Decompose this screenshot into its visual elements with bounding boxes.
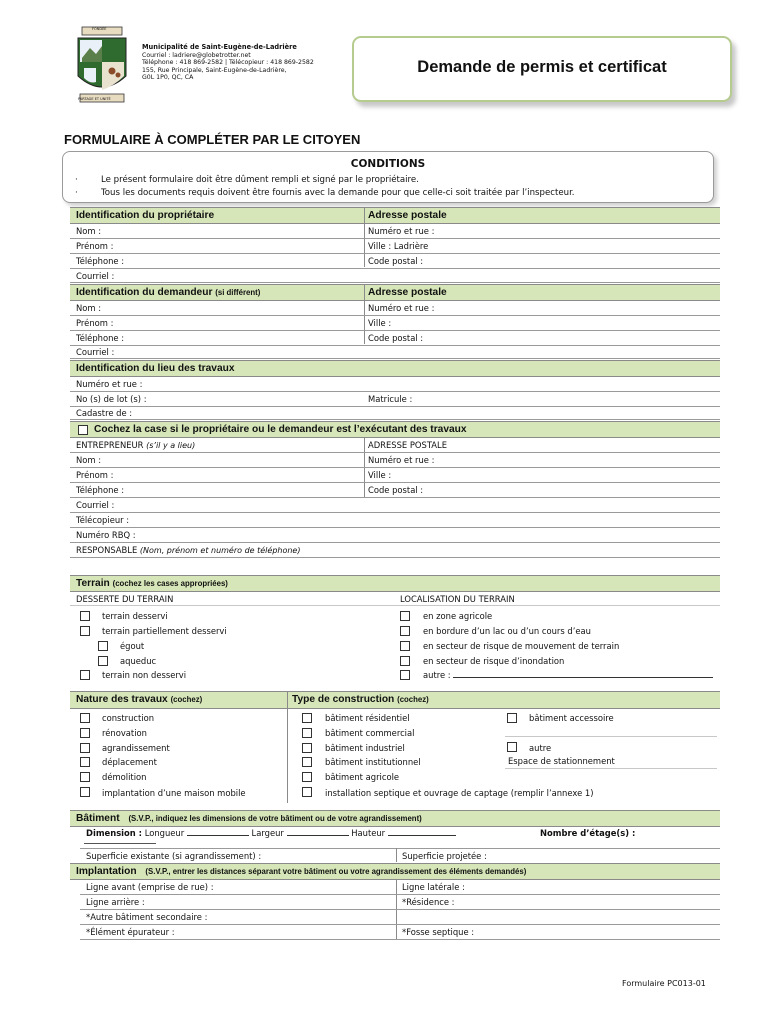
contractor-email-field[interactable]: Courriel : <box>76 500 115 510</box>
contractor-fax-field[interactable]: Télécopieur : <box>76 515 130 525</box>
owner-city-field[interactable]: Ville : Ladrière <box>368 241 429 251</box>
site-lot-field[interactable]: No (s) de lot (s) : <box>76 394 147 404</box>
nature-type-section-header <box>70 691 720 709</box>
applicant-header: Identification du demandeur <box>76 287 213 298</box>
contractor-resp-label: RESPONSABLE <box>76 545 138 555</box>
type-septic-checkbox[interactable] <box>302 787 312 797</box>
service-partial-label: terrain partiellement desservi <box>102 626 227 636</box>
applicant-street-field[interactable]: Numéro et rue : <box>368 303 435 313</box>
form-number: Formulaire PC013-01 <box>622 979 706 988</box>
owner-name-field[interactable]: Nom : <box>76 226 102 236</box>
applicant-section-header <box>70 284 720 301</box>
contractor-title <box>76 440 195 450</box>
septic-tank-field[interactable]: *Fosse septique : <box>402 927 475 937</box>
other-input-line[interactable] <box>505 768 717 769</box>
type-agricultural-checkbox[interactable] <box>302 772 312 782</box>
nature-header: Nature des travaux <box>76 694 168 705</box>
location-agricultural-checkbox[interactable] <box>400 611 410 621</box>
nature-renovation-checkbox[interactable] <box>80 728 90 738</box>
owner-divider <box>364 207 365 267</box>
form-heading: FORMULAIRE À COMPLÉTER PAR LE CITOYEN <box>64 132 361 147</box>
type-institutional-checkbox[interactable] <box>302 757 312 767</box>
placement-header-note: (S.V.P., entrer les distances séparant votre bâtiment ou votre agrandissement des éléments demandés) <box>145 867 527 876</box>
applicant-phone-field[interactable]: Téléphone : <box>76 333 125 343</box>
owner-address-header: Adresse postale <box>368 210 447 221</box>
nature-header-note: (cochez) <box>170 695 203 704</box>
type-agricultural-label: bâtiment agricole <box>325 772 400 782</box>
location-other-input[interactable] <box>453 677 713 678</box>
contractor-postal-field[interactable]: Code postal : <box>368 485 424 495</box>
length-input[interactable] <box>187 835 249 836</box>
service-none-checkbox[interactable] <box>80 670 90 680</box>
location-agricultural-label: en zone agricole <box>423 611 493 621</box>
contractor-address-header: ADRESSE POSTALE <box>368 440 447 450</box>
type-header: Type de construction <box>292 694 395 705</box>
type-residential-checkbox[interactable] <box>302 713 312 723</box>
applicant-firstname-field[interactable]: Prénom : <box>76 318 114 328</box>
side-line-field[interactable]: Ligne latérale : <box>402 882 465 892</box>
floors-field[interactable]: Nombre d’étage(s) : <box>540 828 636 838</box>
width-input[interactable] <box>287 835 349 836</box>
applicant-city-field[interactable]: Ville : <box>368 318 392 328</box>
service-sewer-label: égout <box>120 641 145 651</box>
contractor-responsible-field[interactable] <box>76 545 300 555</box>
accessory-input-line[interactable] <box>505 736 717 737</box>
location-other-checkbox[interactable] <box>400 670 410 680</box>
service-sewer-checkbox[interactable] <box>98 641 108 651</box>
bullet-1: · <box>75 175 78 185</box>
dimension-label: Dimension : <box>86 828 143 838</box>
service-desservi-checkbox[interactable] <box>80 611 90 621</box>
title-box <box>352 36 732 102</box>
applicant-address-header: Adresse postale <box>368 287 447 298</box>
type-commercial-checkbox[interactable] <box>302 728 312 738</box>
building-section-header <box>70 810 720 827</box>
municipality-info <box>142 44 314 82</box>
owner-header: Identification du propriétaire <box>76 210 215 221</box>
building-header: Bâtiment <box>76 813 120 824</box>
executant-checkbox[interactable] <box>78 425 88 435</box>
location-other-text: autre : <box>423 670 454 680</box>
placement-header: Implantation <box>76 866 137 877</box>
nature-construction-label: construction <box>102 713 155 723</box>
contractor-phone-field[interactable]: Téléphone : <box>76 485 125 495</box>
contractor-city-field[interactable]: Ville : <box>368 470 392 480</box>
service-desservi-label: terrain desservi <box>102 611 168 621</box>
building-divider <box>396 848 397 862</box>
contractor-header: Cochez la case si le propriétaire ou le demandeur est l’exécutant des travaux <box>94 424 467 435</box>
type-septic-label: installation septique et ouvrage de captage (remplir l’annexe 1) <box>325 788 594 798</box>
nature-extension-checkbox[interactable] <box>80 743 90 753</box>
type-institutional-label: bâtiment institutionnel <box>325 757 421 767</box>
front-line-field[interactable]: Ligne avant (emprise de rue) : <box>86 882 214 892</box>
building-header-note: (S.V.P., indiquez les dimensions de votre bâtiment ou de votre agrandissement) <box>128 814 422 823</box>
owner-postal-field[interactable]: Code postal : <box>368 256 424 266</box>
location-title: LOCALISATION DU TERRAIN <box>400 594 515 604</box>
type-industrial-checkbox[interactable] <box>302 743 312 753</box>
contractor-rbq-field[interactable]: Numéro RBQ : <box>76 530 136 540</box>
nature-construction-checkbox[interactable] <box>80 713 90 723</box>
site-section-header <box>70 360 720 377</box>
nature-type-divider <box>287 691 288 803</box>
site-street-field[interactable]: Numéro et rue : <box>76 379 143 389</box>
applicant-name-field[interactable]: Nom : <box>76 303 102 313</box>
condition-1: Le présent formulaire doit être dûment rempli et signé par le propriétaire. <box>101 175 419 185</box>
municipality-postal: G0L 1P0, QC, CA <box>142 74 194 82</box>
owner-firstname-field[interactable]: Prénom : <box>76 241 114 251</box>
owner-section-header <box>70 207 720 224</box>
terrain-section-header <box>70 575 720 592</box>
service-aqueduct-label: aqueduc <box>120 656 157 666</box>
location-lake-label: en bordure d’un lac ou d’un cours d’eau <box>423 626 591 636</box>
type-industrial-label: bâtiment industriel <box>325 743 405 753</box>
nature-relocation-label: déplacement <box>102 757 157 767</box>
nature-demolition-checkbox[interactable] <box>80 772 90 782</box>
nature-extension-label: agrandissement <box>102 743 170 753</box>
site-header: Identification du lieu des travaux <box>76 363 235 374</box>
contractor-name-field[interactable]: Nom : <box>76 455 102 465</box>
location-landslide-label: en secteur de risque de mouvement de terrain <box>423 641 620 651</box>
secondary-building-field[interactable]: *Autre bâtiment secondaire : <box>86 912 208 922</box>
type-accessory-label: bâtiment accessoire <box>529 713 614 723</box>
existing-area-field[interactable]: Superficie existante (si agrandissement) : <box>86 851 262 861</box>
bullet-2: · <box>75 188 78 198</box>
crest-top-banner: FONDÉE <box>92 27 107 31</box>
service-aqueduct-checkbox[interactable] <box>98 656 108 666</box>
crest-motto: PARTAGE ET UNITÉ <box>78 97 111 101</box>
type-other-checkbox[interactable] <box>507 742 517 752</box>
applicant-header-note: (si différent) <box>215 288 261 297</box>
owner-phone-field[interactable]: Téléphone : <box>76 256 125 266</box>
nature-mobile-home-label: implantation d’une maison mobile <box>102 788 246 798</box>
municipality-name: Municipalité de Saint-Eugène-de-Ladrière <box>142 43 297 51</box>
type-header-note: (cochez) <box>397 695 429 704</box>
location-flood-label: en secteur de risque d’inondation <box>423 656 565 666</box>
placement-section-header <box>70 863 720 880</box>
contractor-title-text: ENTREPRENEUR <box>76 440 144 450</box>
residence-field[interactable]: *Résidence : <box>402 897 455 907</box>
floors-extra-line[interactable] <box>84 843 156 844</box>
contractor-resp-note: (Nom, prénom et numéro de téléphone) <box>139 546 301 555</box>
contractor-street-field[interactable]: Numéro et rue : <box>368 455 435 465</box>
service-none-label: terrain non desservi <box>102 670 187 680</box>
projected-area-field[interactable]: Superficie projetée : <box>402 851 487 861</box>
condition-2: Tous les documents requis doivent être fournis avec la demande pour que celle-ci soit traitée par l’inspecteur. <box>101 188 575 198</box>
nature-relocation-checkbox[interactable] <box>80 757 90 767</box>
terrain-header: Terrain <box>76 578 110 589</box>
municipal-crest-logo <box>72 26 132 106</box>
height-input[interactable] <box>388 835 456 836</box>
contractor-section-header <box>70 421 720 438</box>
type-accessory-checkbox[interactable] <box>507 713 517 723</box>
length-label: Longueur <box>144 828 185 838</box>
municipality-phone: Téléphone : 418 869-2582 | Télécopieur : 418 869-2582 <box>142 59 314 67</box>
type-parking-label: Espace de stationnement <box>508 756 615 766</box>
conditions-title: CONDITIONS <box>350 158 426 170</box>
service-partial-checkbox[interactable] <box>80 626 90 636</box>
municipality-email: Courriel : ladriere@globetrotter.net <box>142 51 251 59</box>
type-commercial-label: bâtiment commercial <box>325 728 415 738</box>
height-label: Hauteur <box>351 828 386 838</box>
owner-email-field[interactable]: Courriel : <box>76 271 115 281</box>
document-title: Demande de permis et certificat <box>417 58 667 76</box>
nature-mobile-home-checkbox[interactable] <box>80 787 90 797</box>
location-landslide-checkbox[interactable] <box>400 641 410 651</box>
terrain-header-note: (cochez les cases appropriées) <box>112 579 228 588</box>
service-title: DESSERTE DU TERRAIN <box>76 594 174 604</box>
applicant-postal-field[interactable]: Code postal : <box>368 333 424 343</box>
owner-street-field[interactable]: Numéro et rue : <box>368 226 435 236</box>
site-cadastre-field[interactable]: Cadastre de : <box>76 408 133 418</box>
location-flood-checkbox[interactable] <box>400 656 410 666</box>
septic-element-field[interactable]: *Élément épurateur : <box>86 927 175 937</box>
municipality-address: 155, Rue Principale, Saint-Eugène-de-Ladrière, <box>142 66 287 74</box>
rear-line-field[interactable]: Ligne arrière : <box>86 897 145 907</box>
applicant-divider <box>364 284 365 344</box>
location-other-label <box>423 670 713 680</box>
building-dimensions-row <box>86 828 456 838</box>
contractor-firstname-field[interactable]: Prénom : <box>76 470 114 480</box>
type-residential-label: bâtiment résidentiel <box>325 713 410 723</box>
type-other-label: autre <box>529 743 552 753</box>
conditions-box <box>62 151 714 203</box>
nature-demolition-label: démolition <box>102 772 147 782</box>
location-lake-checkbox[interactable] <box>400 626 410 636</box>
site-matricule-field[interactable]: Matricule : <box>368 394 413 404</box>
nature-renovation-label: rénovation <box>102 728 147 738</box>
width-label: Largeur <box>251 828 284 838</box>
applicant-email-field[interactable]: Courriel : <box>76 347 115 357</box>
contractor-title-note: (s’il y a lieu) <box>146 441 196 450</box>
